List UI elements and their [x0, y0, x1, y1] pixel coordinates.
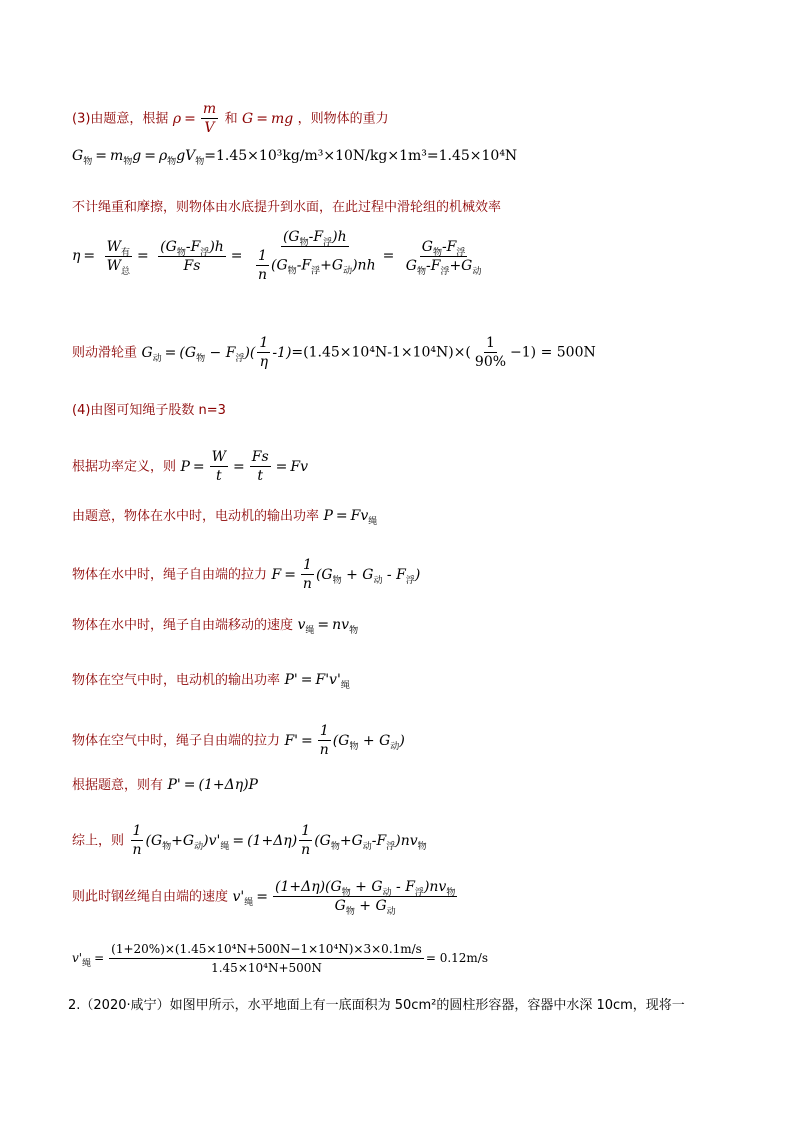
question-2-text: 2.（2020·咸宁）如图甲所示，水平地面上有一底面积为 50cm²的圆柱形容器，容器中水深 10cm，现将一	[68, 998, 685, 1013]
combined-equation: 综上，则 $\frac{1}{n}$ $(G_物+G_动)v'_绳 = (1+\Delta\eta)$ $\frac{1}{n}$ $(G_物+G_动-F_浮)nv_物$	[72, 823, 427, 858]
tension-in-water: 物体在水中时，绳子自由端的拉力 F = $\frac{1}{n}$ $(G_物 + G_动 - F_浮)$	[72, 557, 421, 592]
efficiency-formula: η = $\frac{W_有}{W_总}$ = $\frac{(G_物-F_浮)h}{Fs}$ = $(G_物-F_浮)h$ $\frac{1}{n}$ $(G_物-F_浮+G_动)nh$ = $\frac{G_物-F_浮}{G_物-F_浮+G_动}$	[72, 229, 482, 283]
density-formula: ρ = $\frac{m}{V}$	[172, 101, 217, 136]
efficiency-intro: 不计绳重和摩擦，则物体由水底提升到水面，在此过程中滑轮组的机械效率	[72, 200, 502, 215]
tension-in-air: 物体在空气中时，绳子自由端的拉力 F' = $\frac{1}{n}$ $(G_物 + G_动)$	[72, 723, 405, 758]
velocity-in-water: 物体在水中时，绳子自由端移动的速度 $v_绳 = nv_物$	[72, 617, 359, 636]
pulley-weight-calc: 则动滑轮重 $G_动 = (G_物 - F_浮)$( $\frac{1}{\eta}$ -1)=(1.45×10⁴N-1×10⁴N)×( $\frac{1}{90\%}$ −1) = 500N	[72, 335, 596, 370]
weight-calculation: $G_物 = m_物g = \rho_物gV_物=1.45\times 10^3kg/m^3\times 10N/kg\times 1m^3=1.45\times 10^4N$	[72, 148, 518, 167]
solution-line-4-intro: (4)由图可知绳子股数 n=3	[72, 403, 226, 418]
solution-line-3-intro: (3)由题意，根据 ρ = $\frac{m}{V}$ 和 G = mg ，则物体的重力	[72, 101, 389, 136]
gravity-formula: G = mg	[242, 110, 294, 127]
cable-speed-formula: 则此时钢丝绳自由端的速度 $v'_绳$ = $\frac{(1+\Delta\eta)(G_物 + G_动 - F_浮)nv_物}{G_物 + G_动}$	[72, 879, 456, 917]
power-in-air: 物体在空气中时，电动机的输出功率 $P' = F'v'_绳$	[72, 672, 350, 691]
cable-speed-result: $v'_绳$ = $\frac{\text{(1+20\%)×(1.45×10⁴N+500N−1×10⁴N)×3×0.1m/s}}{\text{1.45×10⁴N+500N}}$ = 0.12m/s	[72, 942, 489, 975]
power-definition: 根据功率定义，则 P = $\frac{W}{t}$ = $\frac{Fs}{t}$ = Fv	[72, 449, 309, 484]
power-in-water: 由题意，物体在水中时，电动机的输出功率 $P = Fv_绳$	[72, 508, 378, 527]
power-relation: 根据题意，则有 P' = (1+Δη)P	[72, 777, 258, 793]
